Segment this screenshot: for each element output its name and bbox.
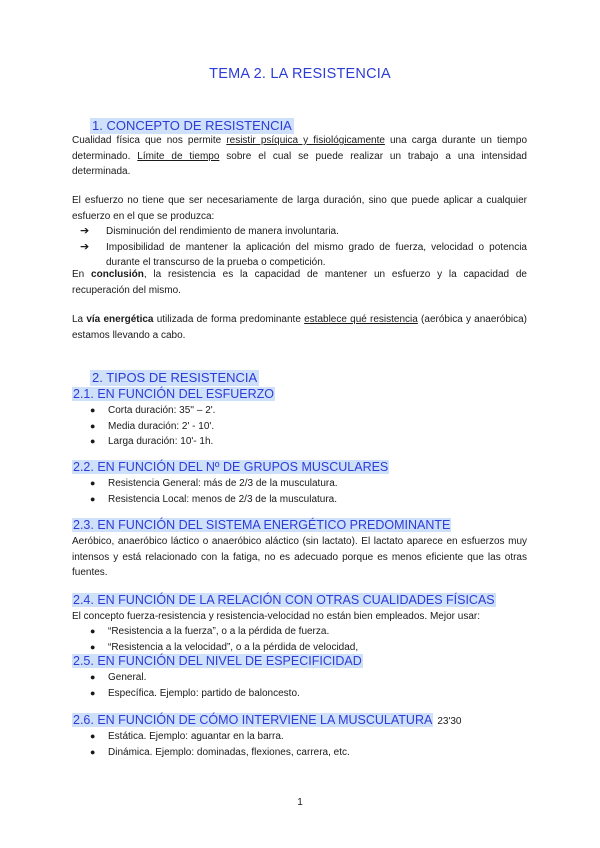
bullet-icon: ● [90, 493, 96, 504]
bullet-list-esfuerzo [90, 403, 530, 450]
text-run: Cualidad física que nos permite [72, 135, 227, 146]
list-item [90, 729, 530, 745]
list-item-text: Resistencia Local: menos de 2/3 de la musculatura. [108, 493, 338, 505]
list-item [90, 670, 530, 686]
paragraph-sistema: Aeróbico, anaeróbico láctico o anaeróbico aláctico (sin lactato). El lactato aparece en esfuerzos muy intensos y está relacionado con la fatiga, no es adecuado porque es menos eficiente que las otras fuentes. [72, 536, 527, 578]
heading-text: 2.6. EN FUNCIÓN DE CÓMO INTERVIENE LA MUSCULATURA [73, 713, 433, 727]
subsection-heading-musculatura [72, 713, 461, 729]
bold-text: vía energética [86, 314, 154, 325]
list-item-text: Disminución del rendimiento de manera involuntaria. [106, 226, 339, 237]
list-item [90, 745, 530, 761]
subsection-heading-sistema [72, 518, 451, 533]
bold-text: conclusión [91, 269, 144, 280]
list-item-text: “Resistencia a la fuerza”, o a la pérdida de fuerza. [108, 626, 330, 637]
bullet-list-musculatura [90, 729, 530, 760]
list-item [90, 492, 530, 508]
list-item-text: Dinámica. Ejemplo: dominadas, flexiones, carrera, etc. [108, 746, 350, 758]
bullet-list-grupos [90, 476, 530, 507]
arrow-icon: ➔ [80, 240, 90, 253]
arrow-icon: ➔ [80, 225, 90, 237]
bullet-icon: ● [90, 626, 96, 636]
text-run: utilizada de forma predominante [153, 314, 305, 325]
list-item [80, 240, 527, 271]
paragraph-relacion: El concepto fuerza-resistencia y resistencia-velocidad no están bien empleados. Mejor usar: [72, 611, 480, 622]
bullet-icon: ● [90, 641, 96, 652]
list-item-text: Estática. Ejemplo: aguantar en la barra. [108, 731, 284, 742]
list-item-text: Media duración: 2' - 10'. [108, 420, 215, 432]
list-item [90, 403, 530, 419]
list-item [90, 476, 530, 492]
bullet-icon: ● [90, 731, 96, 741]
list-item [90, 686, 530, 702]
timestamp-note: 23'30 [437, 716, 462, 727]
heading-text: 2.2. EN FUNCIÓN DEL Nº DE GRUPOS MUSCULARES [73, 460, 389, 474]
underlined-text: Límite de tiempo [137, 150, 220, 162]
bullet-icon: ● [90, 746, 96, 757]
text-run: , la resistencia es la capacidad de mantener un esfuerzo y la capacidad de recuperación del mismo. [72, 269, 527, 296]
list-item-text: Corta duración: 35'' – 2'. [108, 405, 216, 416]
list-item [90, 434, 530, 450]
section-heading-concepto: 1. CONCEPTO DE RESISTENCIA [92, 118, 292, 133]
paragraph-esfuerzo: El esfuerzo no tiene que ser necesariamente de larga duración, sino que puede aplicar a cualquier esfuerzo en el que se produzca: [72, 195, 527, 222]
section-heading-tipos: 2. TIPOS DE RESISTENCIA [92, 370, 258, 385]
list-item-text: General. [108, 672, 147, 683]
bullet-list-especificidad [90, 670, 530, 701]
paragraph-definicion [72, 133, 527, 180]
list-item [80, 224, 527, 240]
text-run: sobre el cual se puede realizar un trabajo a una intensidad determinada. [72, 150, 527, 177]
paragraph-conclusion [72, 267, 527, 298]
bullet-icon: ● [90, 420, 96, 431]
arrow-list [80, 224, 527, 271]
text-run: La [72, 314, 87, 325]
text-run: una carga durante un tiempo determinado. [72, 135, 528, 162]
list-item-text: “Resistencia a la velocidad”, o a la pérdida de velocidad, [108, 641, 359, 653]
subsection-heading-grupos [72, 460, 389, 475]
list-item [90, 419, 530, 435]
subsection-heading-especificidad [72, 654, 363, 669]
bullet-icon: ● [90, 672, 96, 682]
text-run: En [72, 269, 92, 280]
bullet-icon: ● [90, 405, 96, 415]
underlined-text: resistir psíquica y fisiológicamente [226, 135, 385, 146]
subsection-heading-relacion [72, 593, 496, 608]
paragraph-via-energetica [72, 312, 527, 343]
bullet-icon: ● [90, 436, 96, 446]
list-item-text: Resistencia General: más de 2/3 de la musculatura. [108, 478, 338, 489]
page-number: 1 [297, 797, 303, 808]
underlined-text: establece qué resistencia [304, 314, 418, 325]
list-item-text: Específica. Ejemplo: partido de baloncesto. [108, 687, 300, 699]
heading-text: 2.5. EN FUNCIÓN DEL NIVEL DE ESPECIFICIDAD [73, 654, 362, 668]
bullet-icon: ● [90, 687, 96, 698]
list-item [90, 624, 530, 640]
bullet-icon: ● [90, 478, 96, 488]
heading-text: 2.4. EN FUNCIÓN DE LA RELACIÓN CON OTRAS CUALIDADES FÍSICAS [73, 593, 495, 607]
heading-text: 2.1. EN FUNCIÓN DEL ESFUERZO [73, 387, 274, 401]
text-run: (aeróbica y anaeróbica) estamos llevando a cabo. [72, 314, 527, 341]
list-item [90, 640, 530, 656]
list-item-text: Larga duración: 10'- 1h. [108, 436, 214, 447]
subsection-heading-esfuerzo [72, 387, 275, 402]
document-title: TEMA 2. LA RESISTENCIA [209, 66, 391, 82]
heading-text: 2.3. EN FUNCIÓN DEL SISTEMA ENERGÉTICO PREDOMINANTE [73, 518, 451, 532]
list-item-text: Imposibilidad de mantener la aplicación del mismo grado de fuerza, velocidad o potencia durante el transcurso de la prueba o competición. [106, 241, 527, 268]
bullet-list-relacion [90, 624, 530, 655]
